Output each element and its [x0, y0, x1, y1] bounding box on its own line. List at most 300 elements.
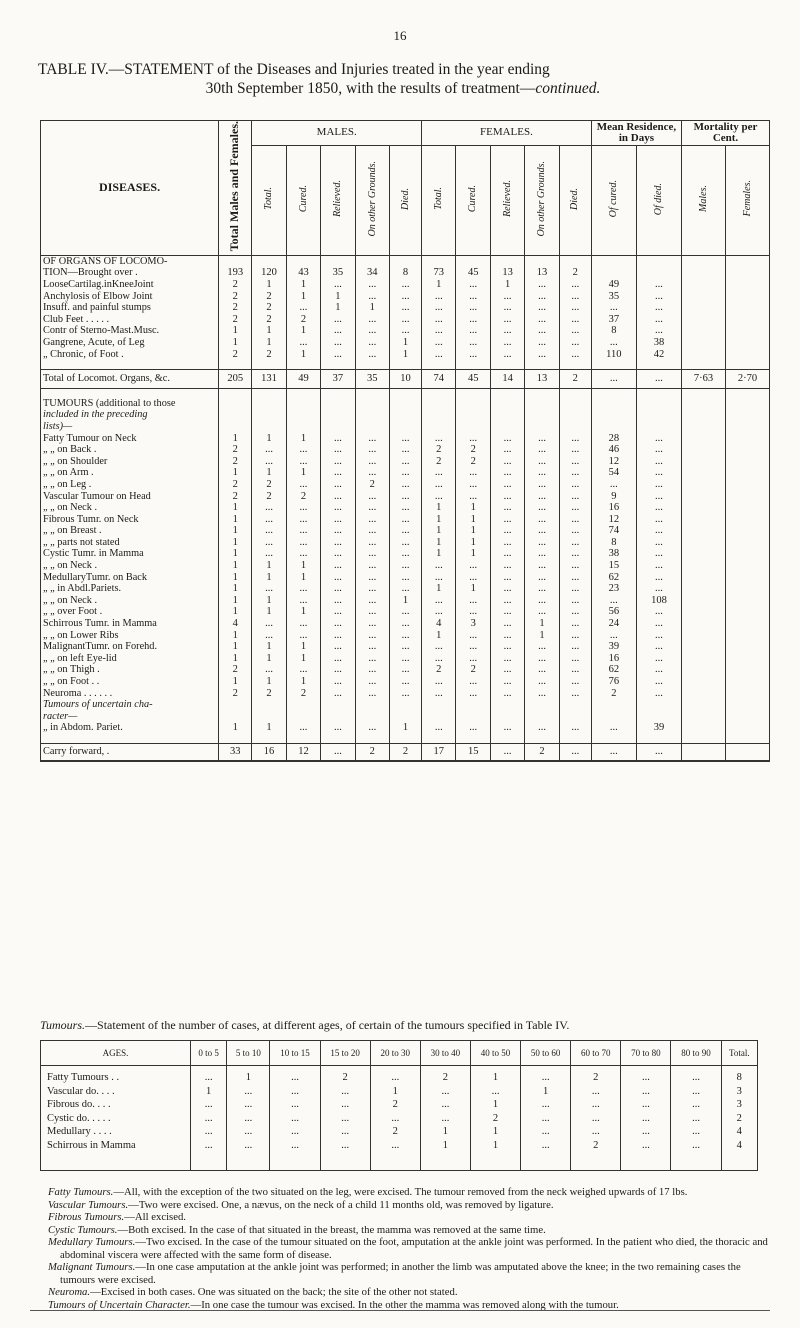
- cell: ...: [422, 572, 456, 584]
- cell: ...: [621, 1139, 671, 1170]
- cell: 2: [370, 1125, 420, 1139]
- cell: ...: [490, 743, 524, 760]
- cell: ...: [321, 641, 355, 653]
- cell: ...: [636, 688, 681, 700]
- cell: ...: [252, 537, 286, 549]
- cell: ...: [321, 479, 355, 491]
- cell: [490, 398, 524, 410]
- cell: ...: [490, 595, 524, 607]
- cell: ...: [490, 688, 524, 700]
- row-label: „ „ on Neck .: [41, 560, 219, 572]
- cell: [725, 630, 769, 642]
- cell: 2: [470, 1112, 520, 1126]
- subheader-label: Died.: [399, 187, 411, 210]
- cell: ...: [525, 479, 559, 491]
- cell: 3: [456, 618, 490, 630]
- spacer-cell: [525, 734, 559, 744]
- cell: 2: [252, 349, 286, 361]
- cell: [682, 525, 726, 537]
- cell: 2: [252, 491, 286, 503]
- cell: ...: [525, 279, 559, 291]
- cell: ...: [490, 548, 524, 560]
- note-text: —Two excised. In the case of the tumour situated on the foot, amputation at the ankle joint was performed. In the patient who died, the thoracic and abdominal viscera were affected with the same form of disease.: [60, 1236, 768, 1261]
- cell: ...: [321, 314, 355, 326]
- cell: ...: [525, 525, 559, 537]
- row-label: Cystic Tumr. in Mamma: [41, 548, 219, 560]
- cell: ...: [636, 548, 681, 560]
- cell: [725, 664, 769, 676]
- row-label: Fatty Tumours . .: [41, 1066, 191, 1085]
- cell: 1: [252, 337, 286, 349]
- note-label: Vascular Tumours.: [48, 1198, 129, 1211]
- cell: ...: [355, 595, 389, 607]
- cell: ...: [420, 1085, 470, 1099]
- cell: [286, 398, 320, 410]
- cell: ...: [571, 1112, 621, 1126]
- cell: ...: [321, 572, 355, 584]
- cell: ...: [355, 349, 389, 361]
- cell: 54: [591, 467, 636, 479]
- cell: ...: [252, 664, 286, 676]
- cell: ...: [525, 444, 559, 456]
- cell: [559, 398, 591, 410]
- cell: ...: [636, 291, 681, 303]
- spacer-cell: [636, 360, 681, 370]
- cell: [525, 255, 559, 267]
- cell: 23: [591, 583, 636, 595]
- spacer-row: [41, 360, 770, 370]
- cell: 1: [470, 1066, 520, 1085]
- cell: 2: [219, 664, 252, 676]
- cell: ...: [490, 653, 524, 665]
- cell: ...: [320, 1139, 370, 1170]
- cell: 1: [420, 1125, 470, 1139]
- cell: ...: [621, 1112, 671, 1126]
- cell: ...: [636, 302, 681, 314]
- cell: ...: [420, 1098, 470, 1112]
- cell: [636, 398, 681, 410]
- cell: 24: [591, 618, 636, 630]
- row-label: included in the preceding: [41, 409, 219, 421]
- cell: ...: [355, 433, 389, 445]
- cell: 42: [636, 349, 681, 361]
- cell: ...: [525, 548, 559, 560]
- cell: ...: [191, 1139, 227, 1170]
- cell: ...: [191, 1066, 227, 1085]
- cell: ...: [355, 560, 389, 572]
- cell: ...: [490, 291, 524, 303]
- cell: 1: [252, 572, 286, 584]
- cell: [725, 502, 769, 514]
- spacer-cell: [490, 734, 524, 744]
- row-label: „ „ in Abdl.Pariets.: [41, 583, 219, 595]
- cell: [725, 711, 769, 723]
- cell: ...: [321, 606, 355, 618]
- cell: ...: [321, 325, 355, 337]
- cell: ...: [559, 676, 591, 688]
- table-row: [41, 314, 770, 326]
- cell: ...: [636, 583, 681, 595]
- cell: [682, 514, 726, 526]
- cell: ...: [390, 537, 422, 549]
- cell: ...: [559, 548, 591, 560]
- cell: ...: [355, 467, 389, 479]
- cell: ...: [490, 560, 524, 572]
- cell: ...: [252, 456, 286, 468]
- cell: 45: [456, 370, 490, 389]
- cell: [286, 255, 320, 267]
- cell: ...: [286, 664, 320, 676]
- cell: [682, 479, 726, 491]
- ages-header-1: 0 to 5: [191, 1041, 227, 1066]
- header-females: FEMALES.: [422, 121, 592, 146]
- cell: ...: [456, 560, 490, 572]
- cell: ...: [559, 502, 591, 514]
- cell: ...: [456, 337, 490, 349]
- cell: ...: [422, 325, 456, 337]
- cell: ...: [525, 325, 559, 337]
- spacer-cell: [41, 734, 219, 744]
- cell: 1: [219, 467, 252, 479]
- note-paragraph: [48, 1186, 770, 1199]
- cell: ...: [591, 337, 636, 349]
- cell: 1: [286, 467, 320, 479]
- row-label: „ „ on left Eye-lid: [41, 653, 219, 665]
- cell: ...: [390, 606, 422, 618]
- note-text: —All excised.: [124, 1211, 186, 1223]
- cell: [591, 398, 636, 410]
- cell: ...: [490, 514, 524, 526]
- cell: [682, 711, 726, 723]
- ages-header-4: 15 to 20: [320, 1041, 370, 1066]
- spacer-cell: [725, 388, 769, 398]
- cell: ...: [621, 1066, 671, 1085]
- table-row: [41, 722, 770, 734]
- cell: ...: [636, 664, 681, 676]
- cell: ...: [227, 1112, 270, 1126]
- cell: ...: [591, 595, 636, 607]
- cell: ...: [390, 572, 422, 584]
- cell: [636, 421, 681, 433]
- cell: [252, 421, 286, 433]
- table-row: [41, 537, 770, 549]
- cell: [559, 711, 591, 723]
- cell: [682, 583, 726, 595]
- cell: ...: [321, 676, 355, 688]
- cell: ...: [490, 537, 524, 549]
- cell: ...: [355, 676, 389, 688]
- cell: ...: [355, 688, 389, 700]
- cell: ...: [636, 572, 681, 584]
- table-row: [41, 325, 770, 337]
- cell: ...: [355, 572, 389, 584]
- cell: ...: [525, 537, 559, 549]
- cell: ...: [456, 606, 490, 618]
- cell: [422, 409, 456, 421]
- cell: [725, 560, 769, 572]
- cell: 2: [456, 444, 490, 456]
- tumours-caption-label: Tumours.: [40, 1018, 86, 1032]
- cell: 1: [355, 302, 389, 314]
- cell: 1: [456, 548, 490, 560]
- cell: [252, 409, 286, 421]
- cell: ...: [456, 479, 490, 491]
- cell: 3: [721, 1098, 757, 1112]
- row-label: „ „ on Back .: [41, 444, 219, 456]
- cell: ...: [559, 314, 591, 326]
- cell: 33: [219, 743, 252, 760]
- row-label: Vascular Tumour on Head: [41, 491, 219, 503]
- cell: ...: [270, 1085, 320, 1099]
- cell: 2: [559, 370, 591, 389]
- cell: [682, 421, 726, 433]
- cell: ...: [456, 302, 490, 314]
- cell: 110: [591, 349, 636, 361]
- cell: 1: [252, 433, 286, 445]
- cell: 2: [219, 314, 252, 326]
- cell: ...: [390, 664, 422, 676]
- cell: 4: [721, 1125, 757, 1139]
- cell: ...: [321, 548, 355, 560]
- cell: ...: [559, 606, 591, 618]
- cell: ...: [636, 314, 681, 326]
- cell: [591, 255, 636, 267]
- table-row: [41, 255, 770, 267]
- cell: 62: [591, 572, 636, 584]
- cell: ...: [286, 548, 320, 560]
- cell: 37: [321, 370, 355, 389]
- cell: ...: [321, 722, 355, 734]
- cell: [682, 409, 726, 421]
- cell: ...: [559, 325, 591, 337]
- cell: ...: [559, 560, 591, 572]
- cell: ...: [636, 456, 681, 468]
- cell: 38: [591, 548, 636, 560]
- cell: 1: [456, 583, 490, 595]
- table-row: [41, 370, 770, 389]
- cell: 12: [286, 743, 320, 760]
- cell: [390, 255, 422, 267]
- subheader-label: Relieved.: [332, 180, 344, 218]
- cell: 1: [390, 337, 422, 349]
- cell: ...: [321, 467, 355, 479]
- cell: ...: [521, 1139, 571, 1170]
- cell: 49: [591, 279, 636, 291]
- note-label: Fibrous Tumours.: [48, 1211, 125, 1223]
- cell: 2: [591, 688, 636, 700]
- cell: ...: [321, 537, 355, 549]
- row-label: Fatty Tumour on Neck: [41, 433, 219, 445]
- cell: ...: [671, 1112, 721, 1126]
- note-text: —Both excised. In the case of that situated in the breast, the mamma was removed at the same time.: [117, 1223, 546, 1236]
- cell: ...: [370, 1066, 420, 1085]
- cell: [456, 409, 490, 421]
- spacer-cell: [525, 360, 559, 370]
- cell: [725, 537, 769, 549]
- cell: ...: [559, 514, 591, 526]
- subheader-relieved-7: [490, 146, 524, 256]
- cell: ...: [671, 1066, 721, 1085]
- cell: [725, 302, 769, 314]
- cell: ...: [252, 618, 286, 630]
- cell: [490, 711, 524, 723]
- cell: [355, 421, 389, 433]
- cell: ...: [525, 664, 559, 676]
- cell: [682, 606, 726, 618]
- spacer-cell: [286, 734, 320, 744]
- subheader-label: Of died.: [653, 182, 665, 215]
- cell: ...: [422, 491, 456, 503]
- note-text: —In one case the tumour was excised. In the other the mamma was removed along with the tumour.: [190, 1298, 619, 1311]
- cell: [725, 314, 769, 326]
- cell: ...: [636, 653, 681, 665]
- cell: [725, 398, 769, 410]
- cell: ...: [286, 456, 320, 468]
- cell: ...: [521, 1066, 571, 1085]
- cell: 43: [286, 267, 320, 279]
- cell: ...: [525, 606, 559, 618]
- cell: ...: [355, 291, 389, 303]
- row-label: TION—Brought over .: [41, 267, 219, 279]
- cell: 1: [422, 548, 456, 560]
- subheader-label: Cured.: [297, 185, 309, 213]
- cell: ...: [320, 1098, 370, 1112]
- cell: 1: [227, 1066, 270, 1085]
- cell: 2: [571, 1066, 621, 1085]
- cell: ...: [636, 514, 681, 526]
- cell: 45: [456, 267, 490, 279]
- cell: 1: [252, 606, 286, 618]
- cell: 1: [219, 514, 252, 526]
- cell: [725, 641, 769, 653]
- cell: ...: [355, 279, 389, 291]
- header-mortality: Mortality per Cent.: [682, 121, 770, 146]
- cell: 13: [525, 370, 559, 389]
- cell: [355, 398, 389, 410]
- cell: 8: [721, 1066, 757, 1085]
- subheader-died-4: [390, 146, 422, 256]
- spacer-cell: [321, 388, 355, 398]
- spacer-cell: [41, 388, 219, 398]
- table-row: [41, 279, 770, 291]
- cell: ...: [456, 349, 490, 361]
- caption-line-1: TABLE IV.—STATEMENT of the Diseases and Injuries treated in the year ending: [38, 61, 550, 78]
- cell: 74: [591, 525, 636, 537]
- cell: ...: [390, 676, 422, 688]
- cell: 1: [422, 279, 456, 291]
- cell: ...: [671, 1085, 721, 1099]
- cell: ...: [525, 456, 559, 468]
- cell: ...: [321, 618, 355, 630]
- cell: ...: [571, 1085, 621, 1099]
- cell: ...: [390, 491, 422, 503]
- page-number: 16: [393, 28, 407, 43]
- spacer-cell: [636, 734, 681, 744]
- row-label: Neuroma . . . . . .: [41, 688, 219, 700]
- cell: ...: [390, 479, 422, 491]
- cell: 1: [252, 560, 286, 572]
- subheader-m-females-13: [725, 146, 769, 256]
- cell: [725, 722, 769, 734]
- cell: ...: [671, 1125, 721, 1139]
- cell: ...: [636, 606, 681, 618]
- ages-header-7: 40 to 50: [470, 1041, 520, 1066]
- cell: 2: [252, 291, 286, 303]
- spacer-cell: [559, 734, 591, 744]
- cell: ...: [321, 560, 355, 572]
- cell: ...: [456, 279, 490, 291]
- cell: 1: [219, 325, 252, 337]
- cell: 1: [219, 653, 252, 665]
- cell: 2: [219, 456, 252, 468]
- spacer-cell: [321, 734, 355, 744]
- cell: ...: [456, 572, 490, 584]
- cell: ...: [321, 595, 355, 607]
- cell: 1: [286, 325, 320, 337]
- cell: ...: [321, 444, 355, 456]
- cell: [591, 409, 636, 421]
- cell: ...: [286, 537, 320, 549]
- cell: 1: [219, 502, 252, 514]
- cell: ...: [559, 279, 591, 291]
- cell: [636, 409, 681, 421]
- cell: 1: [252, 722, 286, 734]
- row-label: Anchylosis of Elbow Joint: [41, 291, 219, 303]
- cell: ...: [227, 1098, 270, 1112]
- cell: ...: [636, 641, 681, 653]
- cell: 2: [219, 688, 252, 700]
- note-label: Neuroma.: [48, 1286, 91, 1298]
- ages-header-3: 10 to 15: [270, 1041, 320, 1066]
- cell: [636, 255, 681, 267]
- cell: [682, 314, 726, 326]
- cell: ...: [591, 630, 636, 642]
- cell: ...: [525, 302, 559, 314]
- cell: 1: [470, 1098, 520, 1112]
- cell: 1: [219, 572, 252, 584]
- cell: ...: [320, 1125, 370, 1139]
- cell: ...: [286, 618, 320, 630]
- cell: 49: [286, 370, 320, 389]
- note-label: Medullary Tumours.: [48, 1236, 136, 1248]
- cell: ...: [321, 491, 355, 503]
- cell: ...: [355, 502, 389, 514]
- spacer-cell: [321, 360, 355, 370]
- row-label: „ Chronic, of Foot .: [41, 349, 219, 361]
- cell: ...: [490, 525, 524, 537]
- cell: ...: [456, 467, 490, 479]
- row-label: „ „ on Breast .: [41, 525, 219, 537]
- cell: ...: [525, 595, 559, 607]
- row-label: „ „ on Shoulder: [41, 456, 219, 468]
- cell: 2: [422, 456, 456, 468]
- note-paragraph: [48, 1236, 770, 1261]
- cell: 1: [286, 349, 320, 361]
- cell: ...: [390, 433, 422, 445]
- cell: ...: [456, 641, 490, 653]
- tumour-notes: [48, 1186, 770, 1311]
- cell: 17: [422, 743, 456, 760]
- cell: [422, 421, 456, 433]
- cell: ...: [456, 688, 490, 700]
- cell: ...: [321, 525, 355, 537]
- cell: ...: [525, 583, 559, 595]
- cell: ...: [390, 583, 422, 595]
- cell: ...: [559, 722, 591, 734]
- cell: 35: [321, 267, 355, 279]
- cell: [725, 479, 769, 491]
- subheader-label: Of cured.: [608, 179, 620, 218]
